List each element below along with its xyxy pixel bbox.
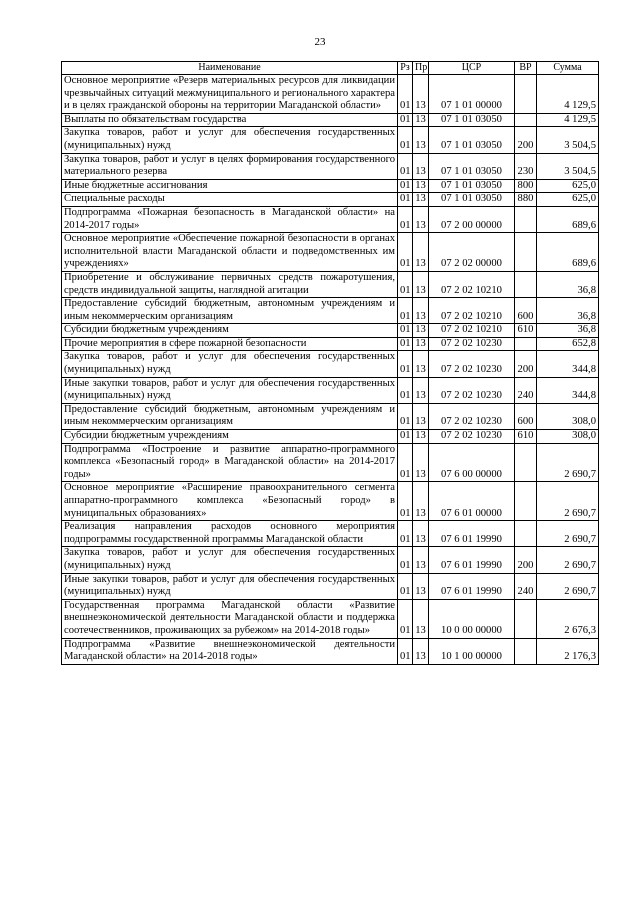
cell-pr: 13 [413,337,429,351]
cell-sum: 2 690,7 [537,547,599,573]
cell-rz: 01 [398,443,413,482]
cell-name: Основное мероприятие «Обеспечение пожарной безопасности в органах исполнительной власти Магаданской области и подведомственных им учреждениях» [62,233,398,272]
cell-vr: 230 [515,153,537,179]
cell-csr: 07 2 02 10210 [429,324,515,338]
cell-rz: 01 [398,179,413,193]
table-row [62,443,599,482]
cell-sum: 308,0 [537,403,599,429]
cell-sum: 2 690,7 [537,482,599,521]
cell-pr: 13 [413,443,429,482]
cell-sum: 2 690,7 [537,443,599,482]
cell-vr: 610 [515,324,537,338]
table-row [62,351,599,377]
cell-sum: 344,8 [537,377,599,403]
cell-rz: 01 [398,113,413,127]
cell-rz: 01 [398,337,413,351]
cell-rz: 01 [398,324,413,338]
cell-name: Прочие мероприятия в сфере пожарной безопасности [62,337,398,351]
cell-sum: 689,6 [537,206,599,232]
cell-sum: 625,0 [537,179,599,193]
cell-csr: 07 2 02 10230 [429,351,515,377]
cell-pr: 13 [413,193,429,207]
header-sum: Сумма [537,62,599,75]
cell-pr: 13 [413,324,429,338]
cell-csr: 07 2 00 00000 [429,206,515,232]
cell-sum: 2 676,3 [537,599,599,638]
budget-table [61,61,599,665]
cell-vr: 240 [515,377,537,403]
table-row [62,127,599,153]
table-row [62,193,599,207]
cell-pr: 13 [413,113,429,127]
cell-name: Иные бюджетные ассигнования [62,179,398,193]
table-row [62,573,599,599]
cell-csr: 07 1 01 03050 [429,153,515,179]
cell-csr: 07 1 01 03050 [429,179,515,193]
cell-csr: 07 1 01 00000 [429,75,515,114]
cell-pr: 13 [413,127,429,153]
cell-rz: 01 [398,206,413,232]
cell-pr: 13 [413,638,429,664]
cell-sum: 36,8 [537,298,599,324]
cell-rz: 01 [398,127,413,153]
cell-pr: 13 [413,573,429,599]
cell-sum: 36,8 [537,324,599,338]
cell-name: Иные закупки товаров, работ и услуг для обеспечения государственных (муниципальных) нужд [62,573,398,599]
table-row [62,377,599,403]
cell-vr: 200 [515,351,537,377]
header-vr: ВР [515,62,537,75]
cell-rz: 01 [398,75,413,114]
cell-csr: 07 6 01 19990 [429,521,515,547]
cell-vr: 600 [515,403,537,429]
cell-sum: 625,0 [537,193,599,207]
table-row [62,113,599,127]
table-row [62,547,599,573]
table-row [62,599,599,638]
cell-rz: 01 [398,193,413,207]
cell-name: Закупка товаров, работ и услуг для обеспечения государственных (муниципальных) нужд [62,351,398,377]
cell-vr [515,206,537,232]
cell-sum: 3 504,5 [537,127,599,153]
cell-sum: 2 690,7 [537,573,599,599]
cell-vr [515,482,537,521]
table-row [62,521,599,547]
cell-name: Подпрограмма «Построение и развитие аппаратно-программного комплекса «Безопасный город» в Магаданской области» на 2014-2017 годы» [62,443,398,482]
cell-csr: 07 6 01 00000 [429,482,515,521]
cell-pr: 13 [413,547,429,573]
cell-vr: 200 [515,127,537,153]
cell-pr: 13 [413,521,429,547]
cell-vr [515,113,537,127]
cell-name: Закупка товаров, работ и услуг для обеспечения государственных (муниципальных) нужд [62,547,398,573]
header-name: Наименование [62,62,398,75]
table-row [62,233,599,272]
cell-sum: 689,6 [537,233,599,272]
cell-pr: 13 [413,351,429,377]
cell-pr: 13 [413,430,429,444]
table-row [62,179,599,193]
cell-rz: 01 [398,573,413,599]
cell-rz: 01 [398,403,413,429]
cell-csr: 07 1 01 03050 [429,113,515,127]
cell-rz: 01 [398,153,413,179]
cell-sum: 344,8 [537,351,599,377]
cell-csr: 07 2 02 10230 [429,337,515,351]
cell-sum: 652,8 [537,337,599,351]
cell-name: Основное мероприятие «Расширение правоохранительного сегмента аппаратно-программного комплекса «Безопасный город» в муниципальных образованиях» [62,482,398,521]
cell-rz: 01 [398,377,413,403]
cell-csr: 10 0 00 00000 [429,599,515,638]
cell-vr [515,233,537,272]
cell-pr: 13 [413,271,429,297]
cell-vr [515,75,537,114]
cell-rz: 01 [398,599,413,638]
cell-name: Подпрограмма «Развитие внешнеэкономической деятельности Магаданской области» на 2014-2018 годы» [62,638,398,664]
cell-csr: 07 6 01 19990 [429,547,515,573]
cell-sum: 4 129,5 [537,113,599,127]
cell-vr [515,271,537,297]
cell-name: Иные закупки товаров, работ и услуг для обеспечения государственных (муниципальных) нужд [62,377,398,403]
cell-pr: 13 [413,206,429,232]
cell-rz: 01 [398,521,413,547]
cell-pr: 13 [413,179,429,193]
cell-rz: 01 [398,482,413,521]
table-row [62,403,599,429]
cell-csr: 07 1 01 03050 [429,127,515,153]
cell-csr: 07 1 01 03050 [429,193,515,207]
cell-name: Субсидии бюджетным учреждениям [62,430,398,444]
header-csr: ЦСР [429,62,515,75]
table-row [62,482,599,521]
cell-rz: 01 [398,271,413,297]
cell-sum: 308,0 [537,430,599,444]
table-row [62,324,599,338]
table-row [62,75,599,114]
header-rz: Рз [398,62,413,75]
cell-name: Предоставление субсидий бюджетным, автономным учреждениям и иным некоммерческим организациям [62,403,398,429]
cell-name: Закупка товаров, работ и услуг в целях формирования государственного материального резерва [62,153,398,179]
cell-name: Выплаты по обязательствам государства [62,113,398,127]
cell-pr: 13 [413,153,429,179]
table-row [62,430,599,444]
table-row [62,271,599,297]
cell-csr: 07 2 02 10210 [429,271,515,297]
cell-pr: 13 [413,403,429,429]
table-row [62,153,599,179]
cell-name: Предоставление субсидий бюджетным, автономным учреждениям и иным некоммерческим организациям [62,298,398,324]
cell-csr: 07 2 02 10230 [429,430,515,444]
cell-name: Закупка товаров, работ и услуг для обеспечения государственных (муниципальных) нужд [62,127,398,153]
cell-pr: 13 [413,599,429,638]
cell-name: Государственная программа Магаданской области «Развитие внешнеэкономической деятельности Магаданской области и поддержка соотечественников, проживающих за рубежом» на 2014-2018 годы» [62,599,398,638]
cell-vr: 240 [515,573,537,599]
cell-csr: 07 2 02 10230 [429,377,515,403]
cell-sum: 2 690,7 [537,521,599,547]
cell-vr: 880 [515,193,537,207]
table-row [62,206,599,232]
table-row [62,298,599,324]
cell-csr: 07 2 02 00000 [429,233,515,272]
cell-vr [515,521,537,547]
cell-name: Подпрограмма «Пожарная безопасность в Магаданской области» на 2014-2017 годы» [62,206,398,232]
cell-pr: 13 [413,377,429,403]
cell-name: Приобретение и обслуживание первичных средств пожаротушения, средств индивидуальной защиты, наглядной агитации [62,271,398,297]
table-body [62,75,599,665]
cell-name: Субсидии бюджетным учреждениям [62,324,398,338]
header-pr: Пр [413,62,429,75]
cell-csr: 10 1 00 00000 [429,638,515,664]
table-row [62,638,599,664]
cell-rz: 01 [398,233,413,272]
cell-vr: 600 [515,298,537,324]
cell-vr [515,443,537,482]
table-header-row [62,62,599,75]
cell-vr: 200 [515,547,537,573]
cell-csr: 07 6 01 19990 [429,573,515,599]
cell-name: Реализация направления расходов основного мероприятия подпрограммы государственной программы Магаданской области [62,521,398,547]
cell-name: Специальные расходы [62,193,398,207]
cell-vr [515,337,537,351]
cell-pr: 13 [413,233,429,272]
cell-rz: 01 [398,298,413,324]
cell-csr: 07 6 00 00000 [429,443,515,482]
cell-pr: 13 [413,298,429,324]
cell-rz: 01 [398,351,413,377]
cell-vr: 800 [515,179,537,193]
cell-csr: 07 2 02 10210 [429,298,515,324]
cell-name: Основное мероприятие «Резерв материальных ресурсов для ликвидации чрезвычайных ситуаций межмуниципального и регионального характера и в целях гражданской обороны на территории Магаданской области» [62,75,398,114]
cell-csr: 07 2 02 10230 [429,403,515,429]
cell-vr [515,638,537,664]
cell-sum: 4 129,5 [537,75,599,114]
cell-rz: 01 [398,638,413,664]
cell-rz: 01 [398,547,413,573]
cell-sum: 3 504,5 [537,153,599,179]
cell-vr: 610 [515,430,537,444]
cell-sum: 2 176,3 [537,638,599,664]
cell-pr: 13 [413,482,429,521]
cell-vr [515,599,537,638]
cell-sum: 36,8 [537,271,599,297]
table-row [62,337,599,351]
cell-pr: 13 [413,75,429,114]
page-number: 23 [314,36,326,48]
cell-rz: 01 [398,430,413,444]
